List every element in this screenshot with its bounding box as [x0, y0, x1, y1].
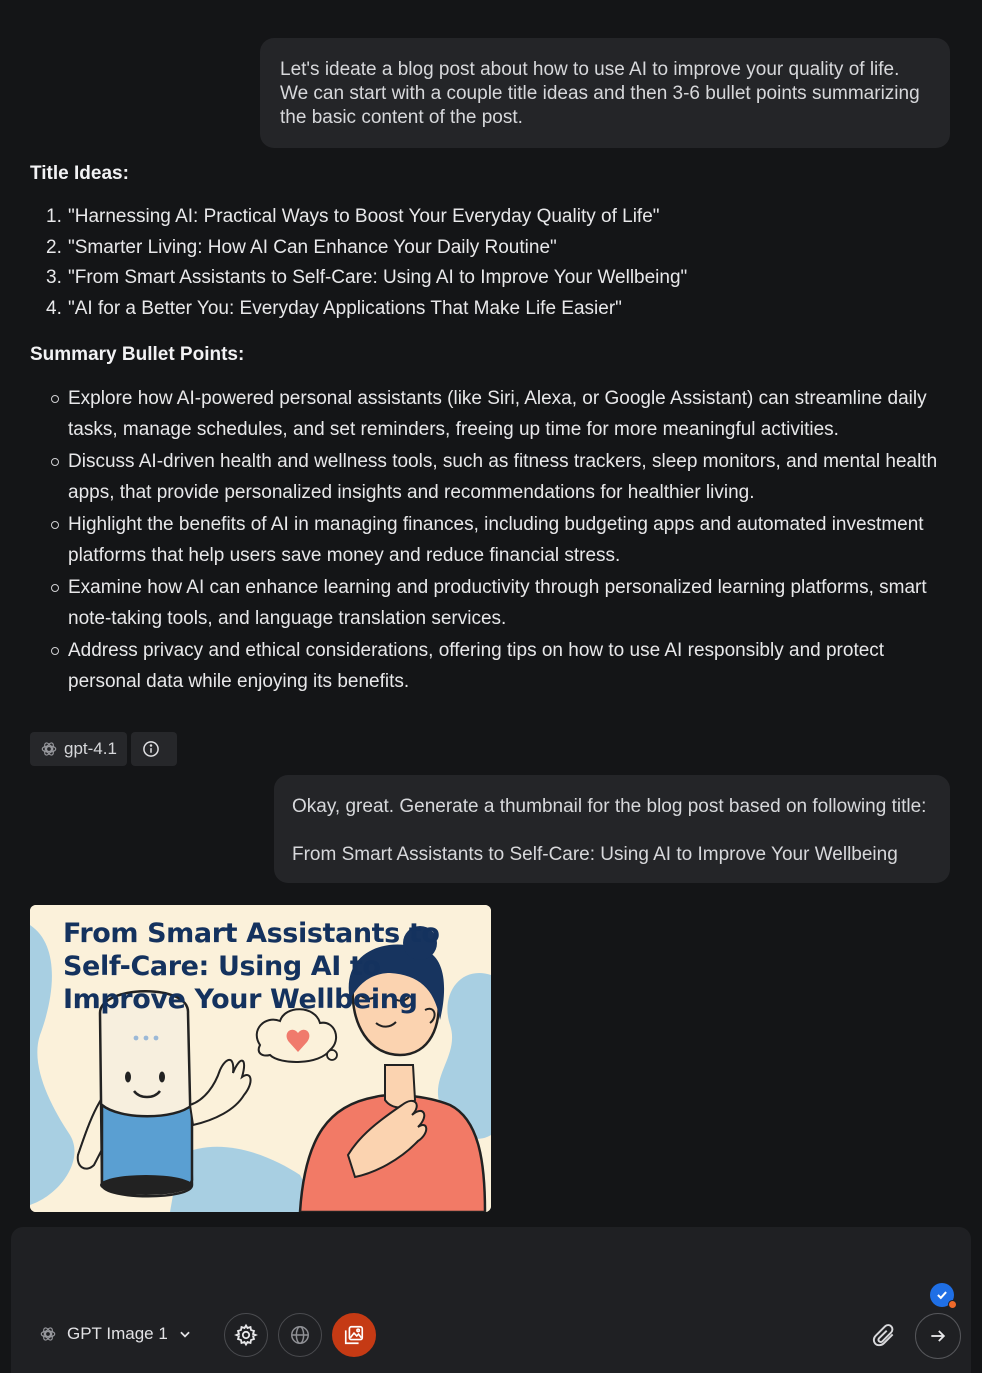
send-button[interactable] — [915, 1313, 961, 1359]
model-selector-label: GPT Image 1 — [67, 1324, 168, 1343]
thumbnail-title-line: From Smart Assistants to — [63, 918, 440, 949]
user-message-text: Okay, great. Generate a thumbnail for the blog post based on following title: — [292, 796, 927, 817]
list-item — [46, 294, 955, 325]
chevron-down-icon — [178, 1327, 192, 1341]
openai-icon — [40, 740, 58, 758]
user-message-bubble — [260, 38, 950, 148]
gear-icon — [234, 1323, 258, 1347]
model-tag-row — [30, 732, 177, 766]
thumbnail-title-line: Self-Care: Using AI to — [63, 951, 381, 982]
list-item — [46, 263, 955, 294]
paperclip-icon — [871, 1322, 897, 1348]
assistant-message — [30, 162, 955, 698]
list-item: Discuss AI-driven health and wellness tools, such as fitness trackers, sleep monitors, and mental health apps, that provide personalized insights and recommendations for healthier living. — [50, 446, 955, 509]
model-tag[interactable] — [30, 732, 127, 766]
attach-button[interactable] — [871, 1322, 897, 1353]
model-selector[interactable] — [39, 1324, 202, 1344]
list-item-text: "From Smart Assistants to Self-Care: Using AI to Improve Your Wellbeing" — [68, 267, 688, 289]
titles-heading: Title Ideas: — [30, 163, 129, 184]
web-search-button[interactable] — [278, 1313, 322, 1357]
user-message-text: From Smart Assistants to Self-Care: Using AI to Improve Your Wellbeing — [292, 844, 898, 865]
globe-icon — [289, 1324, 311, 1346]
list-item: Address privacy and ethical considerations, offering tips on how to use AI responsibly and protect personal data while enjoying its benefits. — [50, 635, 955, 698]
notification-dot — [948, 1300, 957, 1309]
info-button[interactable] — [131, 732, 177, 766]
arrow-right-icon — [928, 1326, 948, 1346]
list-item — [46, 202, 955, 233]
list-item-text: "Harnessing AI: Practical Ways to Boost Your Everyday Quality of Life" — [68, 206, 660, 227]
extension-badge[interactable] — [930, 1283, 954, 1307]
model-tag-label: gpt-4.1 — [64, 739, 117, 758]
thumbnail-title-line: Improve Your Wellbeing — [63, 984, 418, 1015]
settings-button[interactable] — [224, 1313, 268, 1357]
user-message-bubble — [274, 775, 950, 883]
list-number: 3. — [46, 267, 62, 289]
list-number: 4. — [46, 298, 62, 320]
summary-heading: Summary Bullet Points: — [30, 343, 245, 365]
image-gallery-icon — [343, 1324, 365, 1346]
list-item: Examine how AI can enhance learning and productivity through personalized learning platforms, smart note-taking tools, and language translation services. — [50, 572, 955, 635]
list-number: 1. — [46, 206, 62, 227]
generated-thumbnail-image[interactable] — [30, 905, 491, 1212]
openai-icon — [39, 1325, 57, 1343]
list-item-text: "Smarter Living: How AI Can Enhance Your Daily Routine" — [68, 236, 557, 258]
message-composer[interactable] — [11, 1227, 971, 1373]
summary-bullet-list — [30, 383, 955, 698]
user-message-text: Let's ideate a blog post about how to use AI to improve your quality of life. We can start with a couple title ideas and then 3-6 bullet points summarizing the basic content of the post. — [280, 59, 920, 128]
image-generation-button[interactable] — [332, 1313, 376, 1357]
list-item: Explore how AI-powered personal assistants (like Siri, Alexa, or Google Assistant) can streamline daily tasks, manage schedules, and set reminders, freeing up time for more meaningful activities. — [50, 383, 955, 446]
list-number: 2. — [46, 236, 62, 258]
check-icon — [935, 1288, 949, 1302]
list-item — [46, 233, 955, 264]
thumbnail-title — [63, 917, 439, 1016]
list-item-text: "AI for a Better You: Everyday Applications That Make Life Easier" — [68, 298, 622, 320]
list-item: Highlight the benefits of AI in managing finances, including budgeting apps and automated investment platforms that help users save money and reduce financial stress. — [50, 509, 955, 572]
info-icon — [141, 739, 161, 759]
title-ideas-list — [30, 202, 955, 325]
